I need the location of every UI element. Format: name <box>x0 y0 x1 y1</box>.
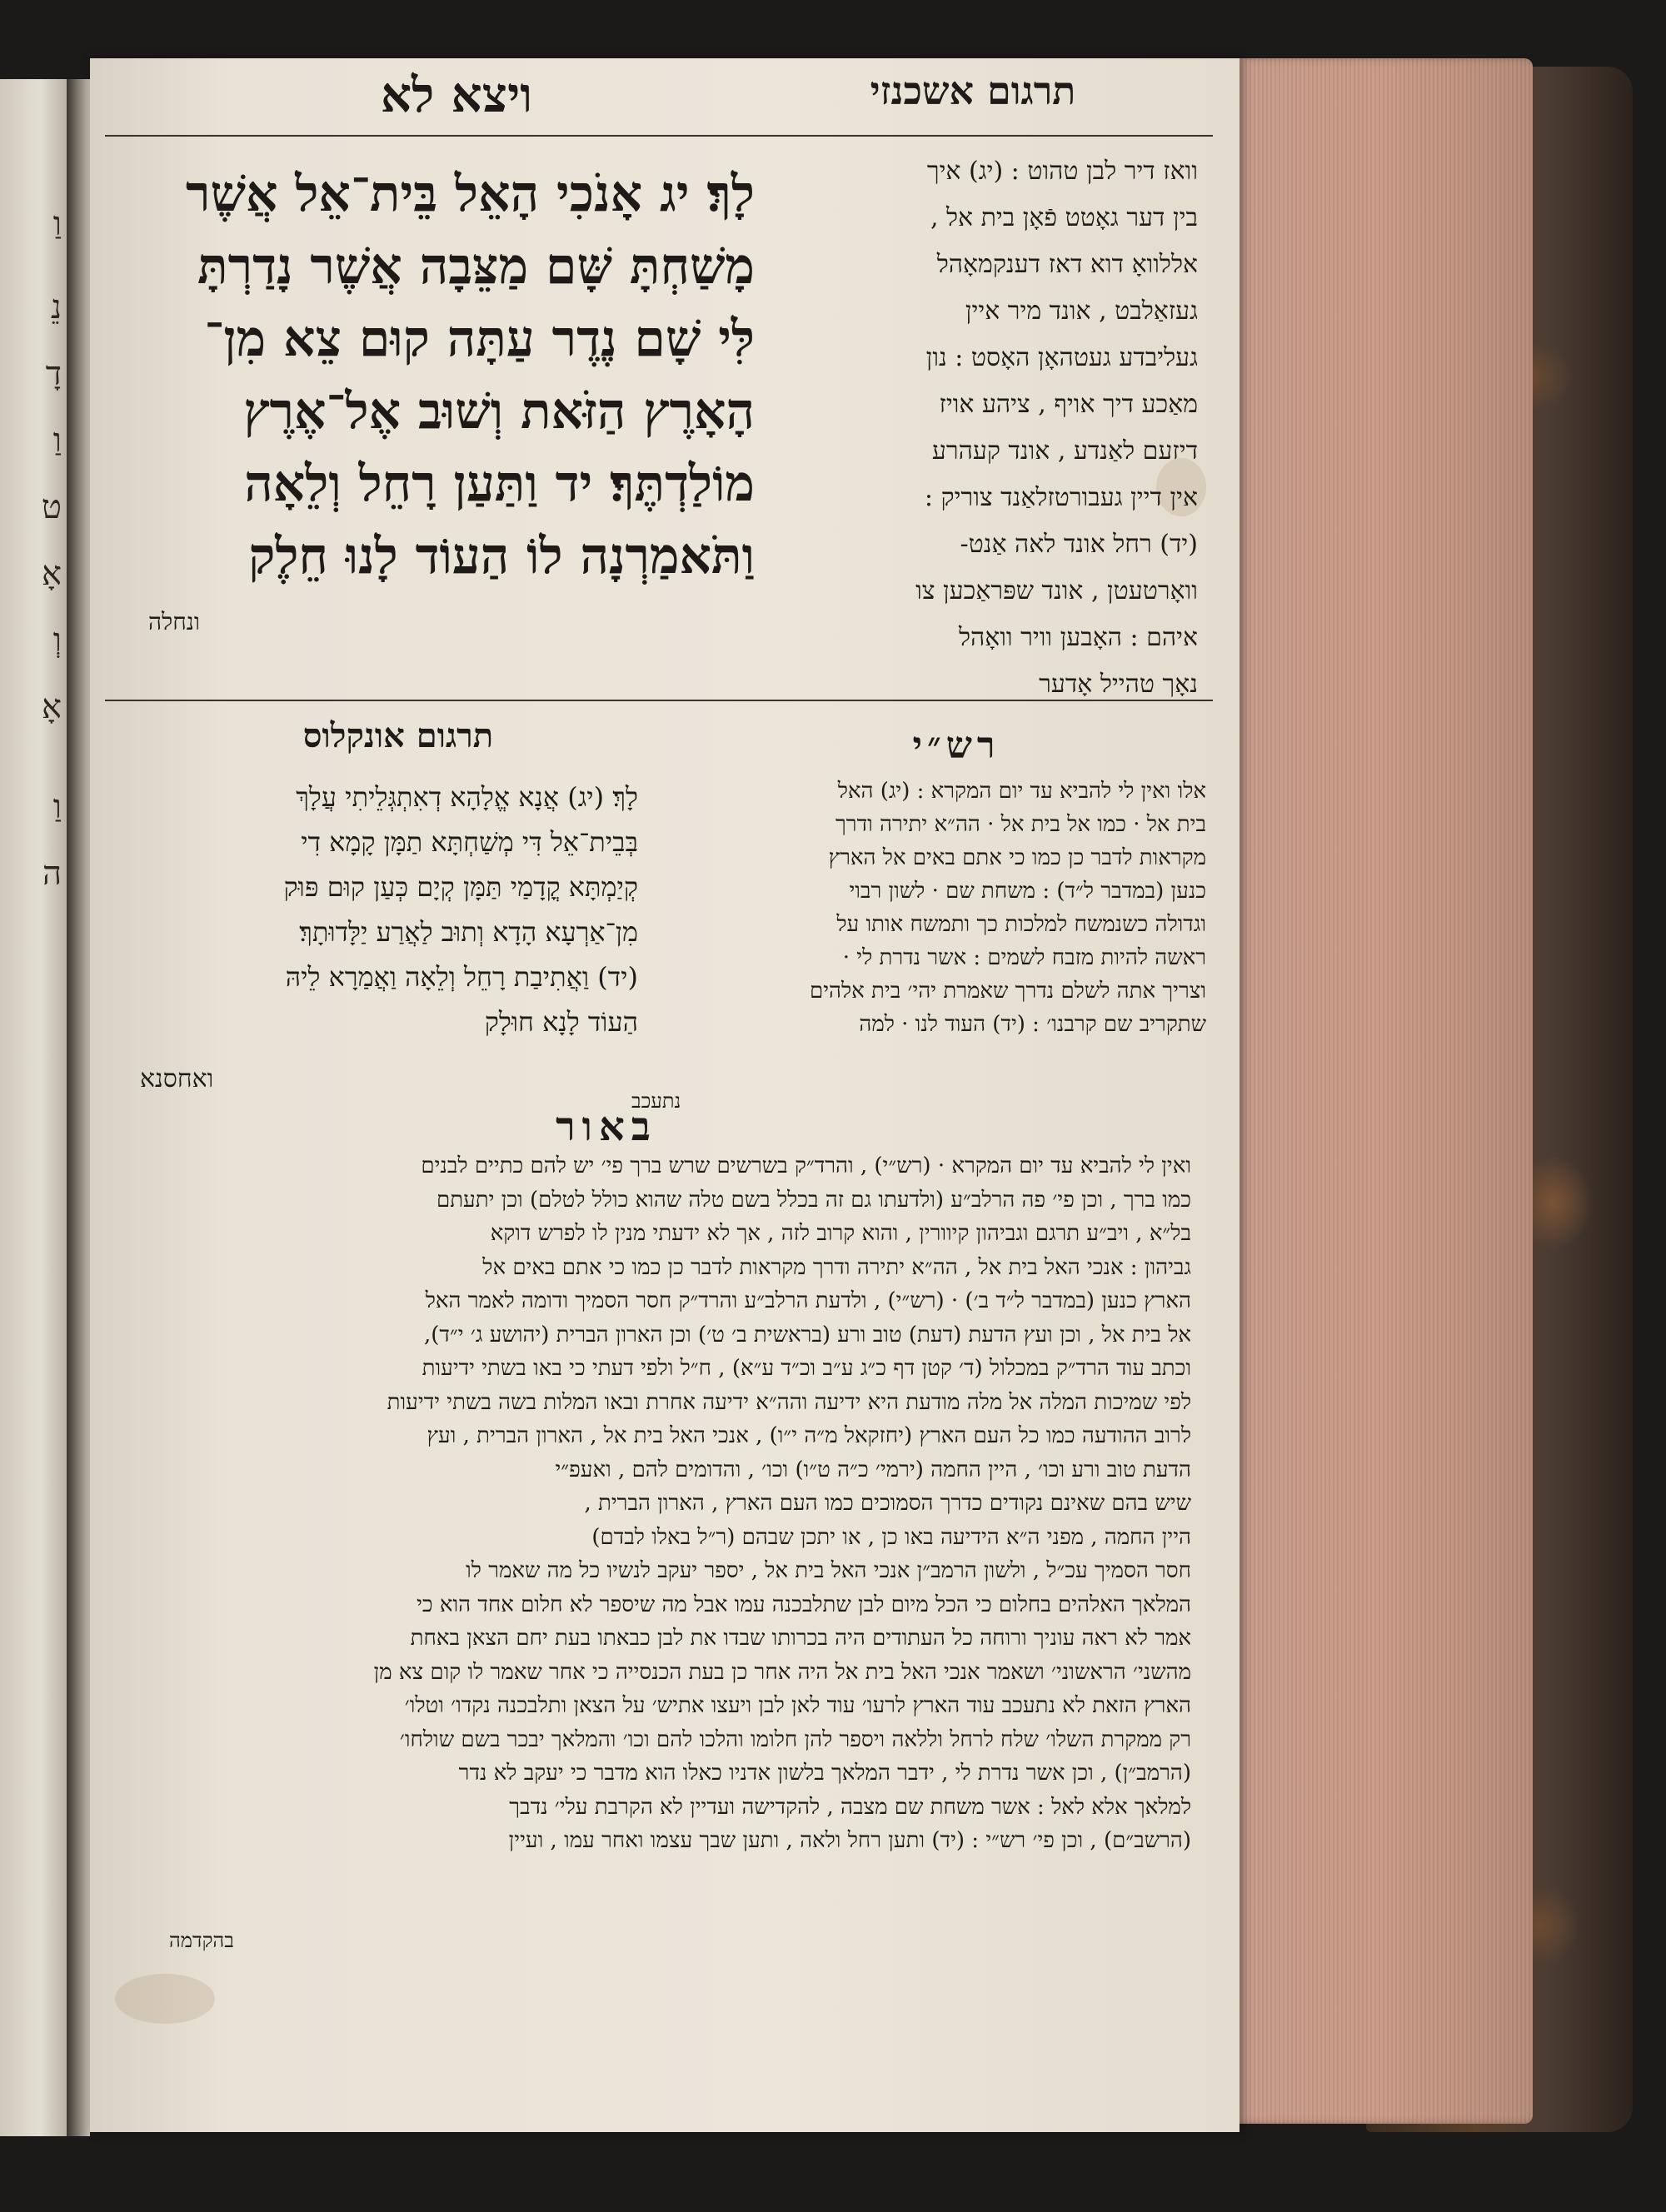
onkelos-line: מִן־אַרְעָא הָדָא וְתוּב לַאֲרַע יַלָּדוּתָךְ׃ <box>299 916 638 948</box>
onkelos-text <box>105 775 638 1044</box>
german-line: אללוואָ דוא דאז דענקמאָהל <box>936 250 1198 279</box>
onkelos-line: קְיַמְתָּא קֳדָמַי תַּמָּן קְיָם כְּעַן קוּם פּוּק <box>283 871 638 903</box>
german-line: איהם : האָבען וויר וואָהל <box>958 623 1198 652</box>
onkelos-line: לָךְ׃ (יג) אֲנָא אֱלָהָא דְאִתְגְּלֵיתִי עֲלָךְ <box>296 781 638 813</box>
biur-line: (הרשב״ם) , וכן פי׳ רש״י : (יד) ותען רחל ולאה , ותען שבך עצמו ואחר עמו , ועיין <box>508 1828 1191 1853</box>
verse-line: וַתֹּאמַרְנָה לוֹ הַעוֹד לָנוּ חֵלֶק <box>248 527 755 585</box>
biur-line: רק ממקרת השלו׳ שלח לרחל וללאה ויספר להן חלומו והלכו להם וכו׳ והמלאך יבכר בשם שולחו׳ <box>399 1726 1191 1752</box>
biur-line: חסר הסמיך עכ״ל , ולשון הרמב״ן אנכי האל בית אל , יספר יעקב לנשיו כל מה שאמר לו <box>466 1558 1191 1583</box>
onkelos-catchword: ואחסנא <box>140 1064 214 1094</box>
german-line: וואז דיר לבן טהוט : (יג) איך <box>926 157 1198 186</box>
facing-page-fragment: אָ <box>41 555 62 593</box>
rashi-line: וגדולה כשנמשח למלכות כך ותמשח אותו על <box>836 912 1206 937</box>
running-header-parsha: ויצא לא <box>380 67 533 123</box>
running-header-column: תרגום אשכנזי <box>870 68 1076 113</box>
biur-line: גביהון : אנכי האל בית אל , הה״א יתירה ודרך מקראות לדבר כן כמו כי אתם באים אל <box>482 1254 1191 1280</box>
verse-line: מָשַׁחְתָּ שָּׁם מַצֵּבָה אֲשֶׁר נָדַרְתָּ <box>197 237 755 296</box>
section-rule <box>105 700 1213 701</box>
rashi-title: רש״י <box>912 725 1000 767</box>
biur-line: הדעת טוב ורע וכו׳ , היין החמה (ירמי׳ כ״ה ט״ו) וכו׳ , והדומים להם , ואעפ״י <box>555 1457 1191 1482</box>
book-gutter <box>67 79 90 2136</box>
facing-page-fragment: דָ <box>45 355 62 393</box>
biur-line: כמו ברך , וכן פי׳ פה הרלב״ע (ולדעתו גם זה בכלל בשם טלה שהוא כולל לטלם) וכן יתעתם <box>436 1187 1191 1213</box>
german-line: דיזעם לאַנדע , אונד קעהרע <box>931 436 1198 466</box>
biur-line: מהשני׳ הראשוני׳ ושאמר אנכי האל בית אל היה אחר כן בעת הכנסייה כי אחר שאמר לו קום צא מן <box>373 1659 1191 1685</box>
german-line: בין דער גאָטט פֿאָן בית אל , <box>930 203 1198 232</box>
onkelos-line: בְּבֵית־אֵל דִּי מְשַׁחְתָּא תַמָּן קָמָא דִי <box>301 826 638 858</box>
biur-line: לפי שמיכות המלה אל מלה מודעת היא ידיעה והה״א ידיעה אחרת ובאו המלות בשה בשתי ידיעות <box>387 1389 1191 1415</box>
german-line: נאָך טהייל אָדער <box>1039 670 1198 699</box>
onkelos-line: (יד) וַאֲתִיבַת רָחֵל וְלֵאָה וַאֲמַרָא לֵיהּ <box>285 961 638 993</box>
german-line: וואָרטעטן , אונד שפּראַכען צו <box>915 576 1198 605</box>
rashi-line: בית אל · כמו אל בית אל · הה״א יתירה ודרך <box>835 812 1206 837</box>
german-line: מאַכע דיך אויף , ציהע אויז <box>939 390 1198 419</box>
facing-page-fragment: אָ <box>41 688 62 726</box>
rashi-line: ראשה להיות מזבח לשמים : אשר נדרת לי · <box>842 945 1206 970</box>
german-translation <box>765 148 1198 708</box>
facing-page-fragment: וַ <box>52 788 62 826</box>
verse-line: הָאָרֶץ הַזֹּאת וְשׁוּב אֶל־אֶרֶץ <box>243 382 755 441</box>
rashi-line: מקראות לדבר כן כמו כי אתם באים אל הארץ <box>828 845 1206 870</box>
rashi-text <box>623 775 1206 1041</box>
verse-catchword: ונחלה <box>148 608 201 635</box>
page-edges <box>1233 58 1533 2124</box>
biur-line: (הרמב״ן) , וכן אשר נדרת לי , ידבר המלאך בלשון אדניו כאלו הוא מדבר כי יעקב לא נדר <box>458 1761 1191 1786</box>
facing-page-fragment: ה <box>42 854 62 893</box>
facing-page-fragment: וַ <box>52 205 62 243</box>
facing-page-fragment: וַ <box>52 421 62 460</box>
onkelos-line: הַעוֹד לָנָא חוּלָק <box>484 1006 638 1038</box>
onkelos-title: תרגום אונקלוס <box>302 716 494 755</box>
rashi-line: שתקריב שם קרבנו׳ : (יד) העוד לנו · למה <box>859 1012 1206 1037</box>
biur-text <box>108 1149 1191 1858</box>
german-line: געליבדע געטהאָן האָסט : נון <box>925 343 1198 372</box>
biur-line: היין החמה , מפני ה״א הידיעה באו כן , או יתכן שבהם (ר״ל באלו לבדם) <box>591 1524 1191 1550</box>
facing-page-fragment: ט <box>41 488 62 526</box>
german-line: (יד) רחל אונד לאה אַנט- <box>960 530 1198 559</box>
rashi-line: כנען (במדבר ל״ד) : משחת שם · לשון רבוי <box>849 879 1206 904</box>
biur-line: אל בית אל , וכן ועץ הדעת (דעת) טוב ורע (בראשית ב׳ ט׳) וכן הארון הברית (יהושע ג׳ י״ד), <box>423 1322 1191 1348</box>
biur-line: וכתב עוד הרד״ק במכלול (ד׳ קטן דף כ״ג ע״ב וכ״ד ע״א) , ח״ל ולפי דעתי כי באו בשתי ידיעות <box>421 1356 1191 1381</box>
biur-line: המלאך האלהים בחלום כי הכל מיום לבן שתלבכנה עמו אבל מה שיספר לא חלום אחד הוא כי <box>416 1592 1191 1617</box>
verse-line: לָךְ׃ יג אָנֹכִי הָאֵל בֵּית־אֵל אֲשֶׁר <box>186 165 755 223</box>
header-rule <box>105 135 1213 137</box>
biur-catchword: בהקדמה <box>169 1929 234 1952</box>
biur-line: הארץ כנען (במדבר ל״ד ב׳) · (רש״י) , ולדעת הרלב״ע והרד״ק חסר הסמיך ודומה לאמר האל <box>425 1288 1191 1313</box>
german-line: אין דיין געבורטזלאַנד צוריק : <box>924 483 1198 512</box>
facing-page <box>0 79 67 2136</box>
biur-line: אמר לא ראה עוניך ורוחה כל העתודים היה בכרותו שבדו את לבן כבאתו בעת יחם הצאן באחת <box>410 1626 1191 1651</box>
verse-line: מוֹלַדְתֶּךָ׃ יד וַתַּעַן רָחֵל וְלֵאָה <box>244 455 755 513</box>
verse-line: לִּי שָׁם נֶדֶר עַתָּה קוּם צֵא מִן־ <box>204 310 755 368</box>
biur-line: למלאך אלא לאל : אשר משחת שם מצבה , להקדישה ועדיין לא הקרבת עלי׳ נדבך <box>509 1794 1191 1820</box>
rashi-catchword: נתעכב <box>631 1089 681 1113</box>
facing-page-fragment: וְ <box>52 621 62 660</box>
biur-line: בל״א , ויב״ע תרגם וגביהון קיוורין , והוא קרוב לזה , אך לא ידעתי מנין לו לפרש דוקא <box>490 1221 1191 1246</box>
rashi-line: וצריך אתה לשלם נדרך שאמרת יהי׳ בית אלהים <box>810 979 1206 1004</box>
biur-title: באור <box>556 1104 657 1150</box>
verse-text <box>105 158 755 593</box>
biur-line: הארץ הזאת לא נתעכב עוד הארץ לרעו׳ עוד לאן לבן ויעצו אתיש׳ על הצאן ותלבכנה נקדו׳ וטלו׳ <box>404 1693 1191 1718</box>
paper-stain <box>115 1974 215 2024</box>
rashi-line: אלו ואין לי להביא עד יום המקרא : (יג) האל <box>837 779 1206 804</box>
biur-line: שיש בהם שאינם נקודים כדרך הסמוכים כמו העם הארץ , הארון הברית , <box>584 1491 1191 1516</box>
book-page <box>90 58 1240 2132</box>
facing-page-fragment: נֵ <box>50 288 62 326</box>
biur-line: לרוב ההודעה כמו כל העם הארץ (יחזקאל מ״ה י״ו) , אנכי האל בית אל , הארון הברית , ועץ <box>426 1423 1191 1448</box>
biur-line: ואין לי להביא עד יום המקרא · (רש״י) , והרד״ק בשרשים שרש ברך פי׳ יש להם כתיים לבנים <box>421 1153 1191 1178</box>
german-line: געזאַלבט , אונד מיר איין <box>965 296 1198 326</box>
